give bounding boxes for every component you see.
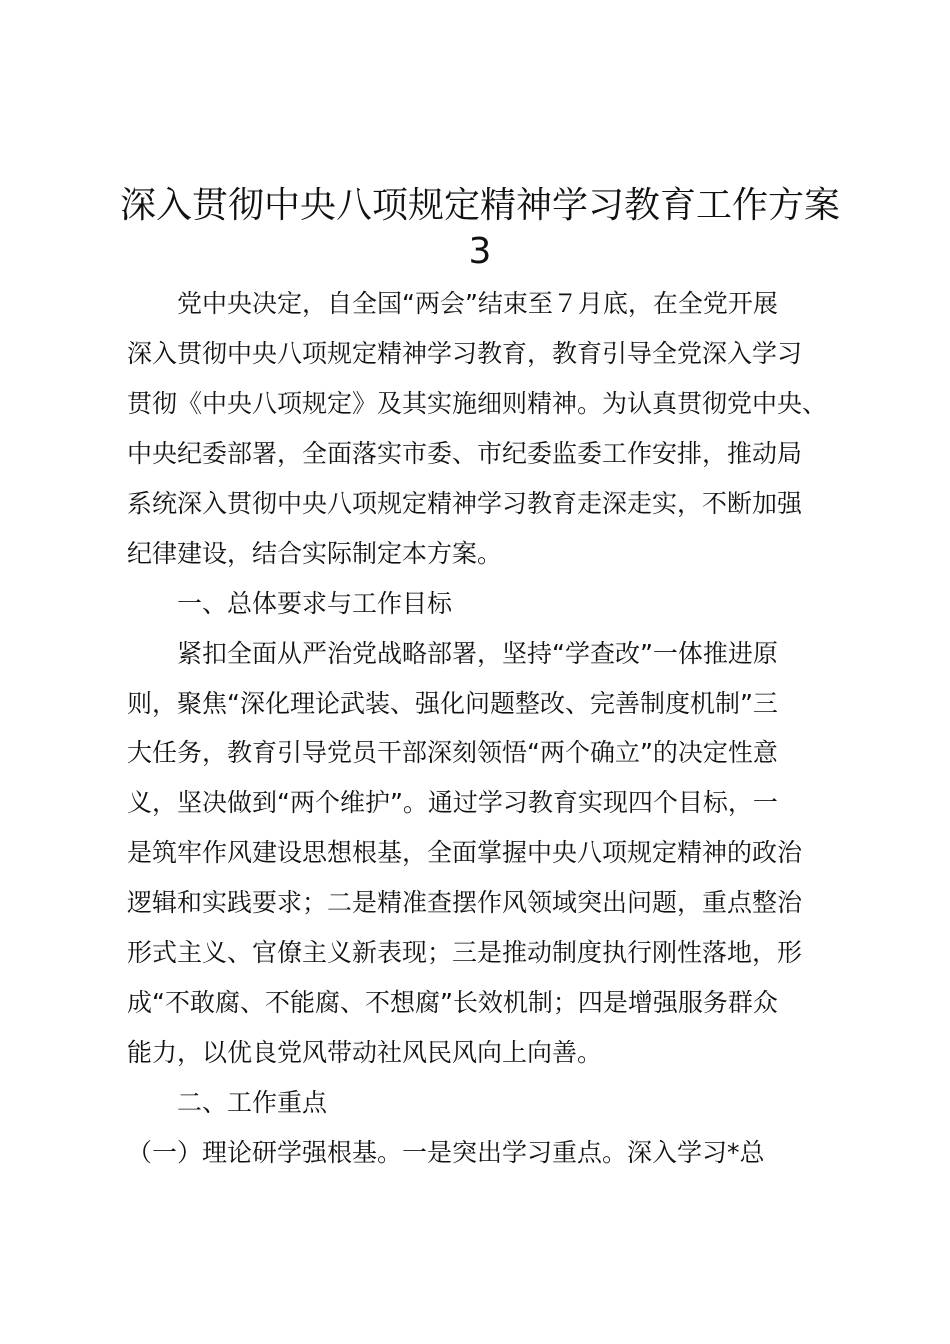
section-heading: 二、工作重点 [127, 1088, 328, 1117]
body-line: 深入贯彻中央八项规定精神学习教育，教育引导全党深入学习 [127, 339, 803, 368]
body-line: 逻辑和实践要求；二是精准查摆作风领域突出问题，重点整治 [127, 888, 803, 917]
body-line: 贯彻《中央八项规定》及其实施细则精神。为认真贯彻党中央、 [127, 389, 828, 418]
body-line: 系统深入贯彻中央八项规定精神学习教育走深走实，不断加强 [127, 489, 803, 518]
body-line: 成“不敢腐、不能腐、不想腐”长效机制；四是增强服务群众 [127, 988, 778, 1017]
body-line: 大任务，教育引导党员干部深刻领悟“两个确立”的决定性意 [127, 738, 778, 767]
title-line-2: 3 [468, 231, 492, 272]
body-line: 党中央决定，自全国“两会”结束至７月底，在全党开展 [127, 289, 778, 318]
body-line: 是筑牢作风建设思想根基，全面掌握中央八项规定精神的政治 [127, 838, 803, 867]
section-heading: 一、总体要求与工作目标 [127, 589, 453, 618]
body-line: 义，坚决做到“两个维护”。通过学习教育实现四个目标，一 [127, 788, 778, 817]
body-line: 中央纪委部署，全面落实市委、市纪委监委工作安排，推动局 [127, 439, 803, 468]
body-line: 形式主义、官僚主义新表现；三是推动制度执行刚性落地，形 [127, 938, 803, 967]
body-line: 纪律建设，结合实际制定本方案。 [127, 539, 503, 568]
body-line: 紧扣全面从严治党战略部署，坚持“学查改”一体推进原 [127, 639, 778, 668]
subsection-line: （一）理论研学强根基。一是突出学习重点。深入学习*总 [127, 1138, 765, 1167]
body-line: 则，聚焦“深化理论武装、强化问题整改、完善制度机制”三 [127, 689, 778, 718]
body-line: 能力，以优良党风带动社风民风向上向善。 [127, 1038, 603, 1067]
document-title [120, 183, 840, 275]
title-line-1: 深入贯彻中央八项规定精神学习教育工作方案 [120, 185, 841, 226]
